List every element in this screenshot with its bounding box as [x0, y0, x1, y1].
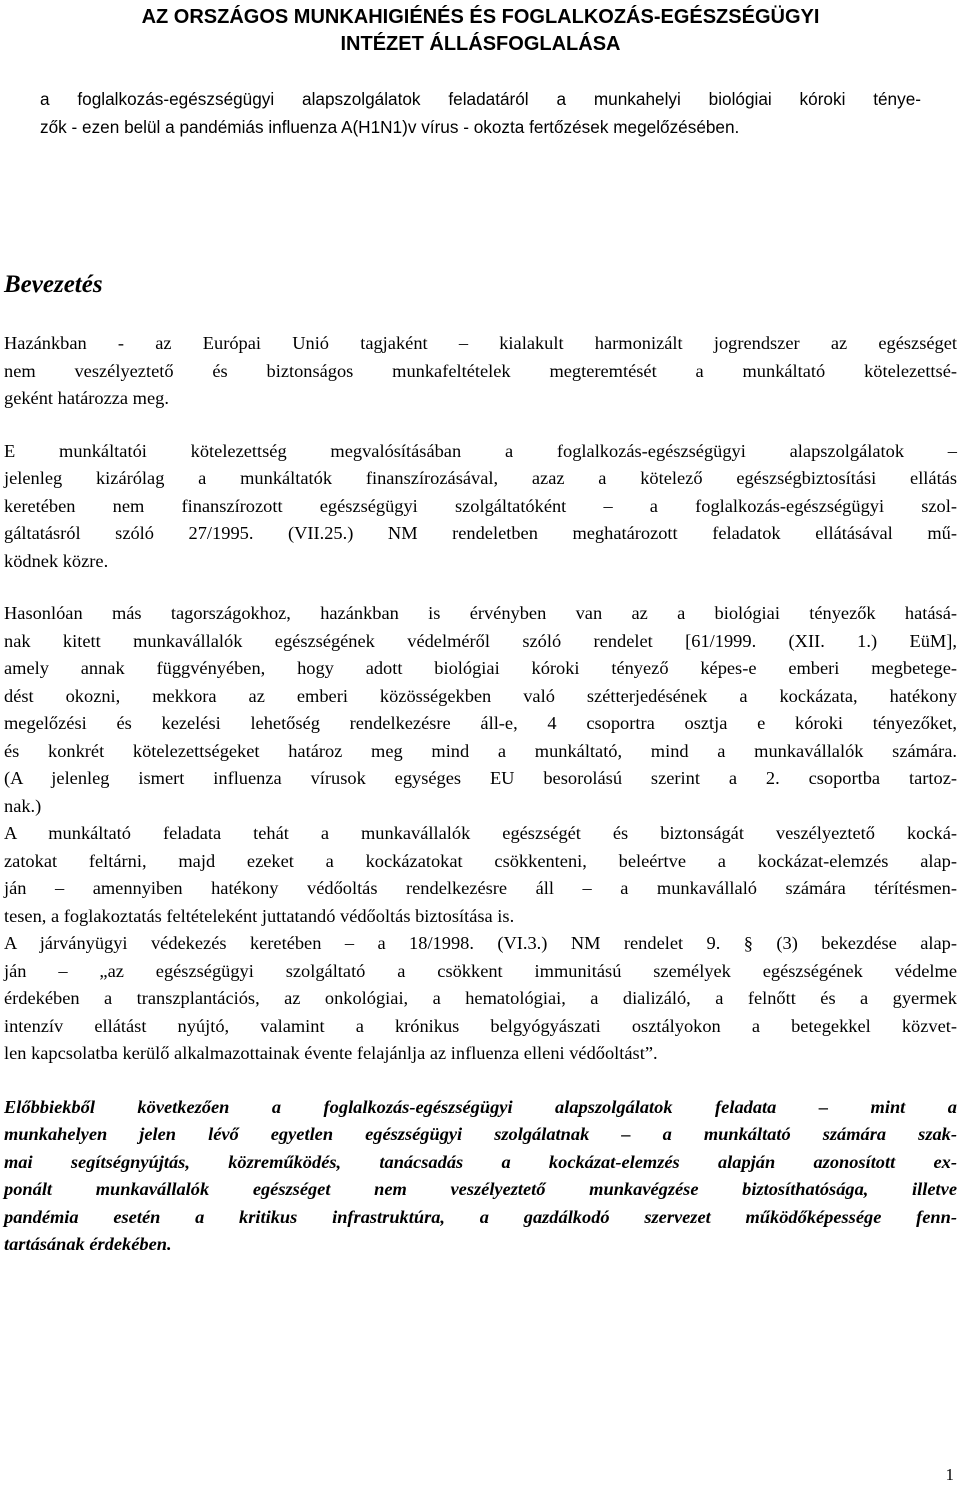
- paragraph-line: A járványügyi védekezés keretében – a 18/1998. (VI.3.) NM rendelet 9. § (3) bekezdése alap-: [4, 933, 957, 953]
- conclusion-paragraph: [4, 1094, 957, 1259]
- paragraph-line: ján – amennyiben hatékony védőoltás rendelkezésre áll – a munkavállaló számára térítésmen-: [4, 878, 957, 898]
- paragraph-line: intenzív ellátást nyújtó, valamint a krónikus belgyógyászati osztályokon a betegekkel közvet-: [4, 1015, 957, 1036]
- paragraph-line: (A jelenleg ismert influenza vírusok egységes EU besorolású szerint a 2. csoportba tartoz-: [4, 768, 957, 788]
- paragraph-line: Hazánkban - az Európai Unió tagjaként – kialakult harmonizált jogrendszer az egészséget: [4, 333, 957, 353]
- paragraph-line: gáltatásról szóló 27/1995. (VII.25.) NM rendeletben meghatározott feladatok ellátásával mű-: [4, 523, 957, 543]
- paragraph-line: tesen, a foglakoztatás feltételeként juttatandó védőoltás biztosítása is.: [4, 905, 515, 926]
- conclusion-line: Előbbiekből következően a foglalkozás-egészségügyi alapszolgálatok feladata – mint a: [4, 1096, 957, 1117]
- conclusion-line: ponált munkavállalók egészséget nem veszélyeztető munkavégzése biztosíthatósága, illetve: [4, 1179, 957, 1199]
- paragraph-line: nem veszélyeztető és biztonságos munkafeltételek megteremtését a munkáltató kötelezettsé-: [4, 360, 957, 381]
- document-body: [4, 330, 957, 1259]
- paragraph-line: ködnek közre.: [4, 550, 109, 571]
- subtitle-line-1: a foglalkozás-egészségügyi alapszolgálatok feladatáról a munkahelyi biológiai kóroki ténye-: [40, 89, 921, 109]
- paragraph-line: jelenleg kizárólag a munkáltatók finanszírozásával, azaz a kötelező egészségbiztosítási ellátás: [4, 468, 957, 488]
- document-page: [4, 4, 957, 1259]
- paragraph-line: amely annak függvényében, hogy adott biológiai kóroki tényező képes-e emberi megbetege-: [4, 658, 957, 678]
- document-title: [4, 4, 957, 58]
- paragraph-line: megelőzési és kezelési lehetőség rendelkezésre áll-e, 4 csoportra osztja e kóroki tényezőket,: [4, 713, 957, 733]
- page-number: 1: [945, 1465, 954, 1484]
- paragraph-line: nak kitett munkavállalók egészségének védelméről szóló rendelet [61/1999. (XII. 1.) EüM],: [4, 630, 957, 651]
- title-line-1: AZ ORSZÁGOS MUNKAHIGIÉNÉS ÉS FOGLALKOZÁS-EGÉSZSÉGÜGYI: [141, 6, 820, 28]
- paragraph-line: és konkrét kötelezettségeket határoz meg mind a munkáltató, mind a munkavállalók számára.: [4, 740, 957, 761]
- paragraph-line: len kapcsolatba kerülő alkalmazottainak évente felajánlja az influenza elleni védőoltást”.: [4, 1043, 658, 1063]
- document-subtitle: [4, 86, 957, 141]
- paragraph-line: érdekében a transzplantációs, az onkológiai, a hematológiai, a dializáló, a felnőtt és a gyermek: [4, 988, 957, 1008]
- section-heading: Bevezetés: [4, 271, 103, 298]
- paragraph-line: E munkáltatói kötelezettség megvalósításában a foglalkozás-egészségügyi alapszolgálatok –: [4, 440, 957, 461]
- paragraph-line: dést okozni, mekkora az emberi közösségekben való szétterjedésének a kockázata, hatékony: [4, 685, 957, 706]
- conclusion-line: tartásának érdekében.: [4, 1234, 172, 1254]
- paragraph-line: keretében nem finanszírozott egészségügyi szolgáltatóként – a foglalkozás-egészségügyi szol-: [4, 495, 957, 516]
- paragraph-1: [4, 330, 957, 413]
- paragraph-3: [4, 600, 957, 1068]
- paragraph-line: Hasonlóan más tagországokhoz, hazánkban is érvényben van az a biológiai tényezők hatásá-: [4, 603, 957, 623]
- conclusion-line: pandémia esetén a kritikus infrastruktúra, a gazdálkodó szervezet működőképessége fenn-: [4, 1206, 957, 1227]
- conclusion-line: munkahelyen jelen lévő egyetlen egészségügyi szolgálatnak – a munkáltató számára szak-: [4, 1124, 957, 1144]
- paragraph-line: geként határozza meg.: [4, 388, 169, 408]
- conclusion-line: mai segítségnyújtás, közreműködés, tanácsadás a kockázat-elemzés alapján azonosított ex-: [4, 1151, 957, 1172]
- paragraph-line: zatokat feltárni, majd ezeket a kockázatokat csökkenteni, beleértve a kockázat-elemzés alap-: [4, 850, 957, 871]
- paragraph-line: A munkáltató feladata tehát a munkavállalók egészségét és biztonságát veszélyeztető kocká-: [4, 823, 957, 843]
- title-line-2: INTÉZET ÁLLÁSFOGLALÁSA: [340, 33, 621, 55]
- paragraph-line: nak.): [4, 795, 42, 816]
- paragraph-2: [4, 438, 957, 576]
- paragraph-line: ján – „az egészségügyi szolgáltató a csökkent immunitású személyek egészségének védelme: [4, 960, 957, 981]
- subtitle-line-2: zők - ezen belül a pandémiás influenza A(H1N1)v vírus - okozta fertőzések megelőzésében.: [40, 116, 740, 137]
